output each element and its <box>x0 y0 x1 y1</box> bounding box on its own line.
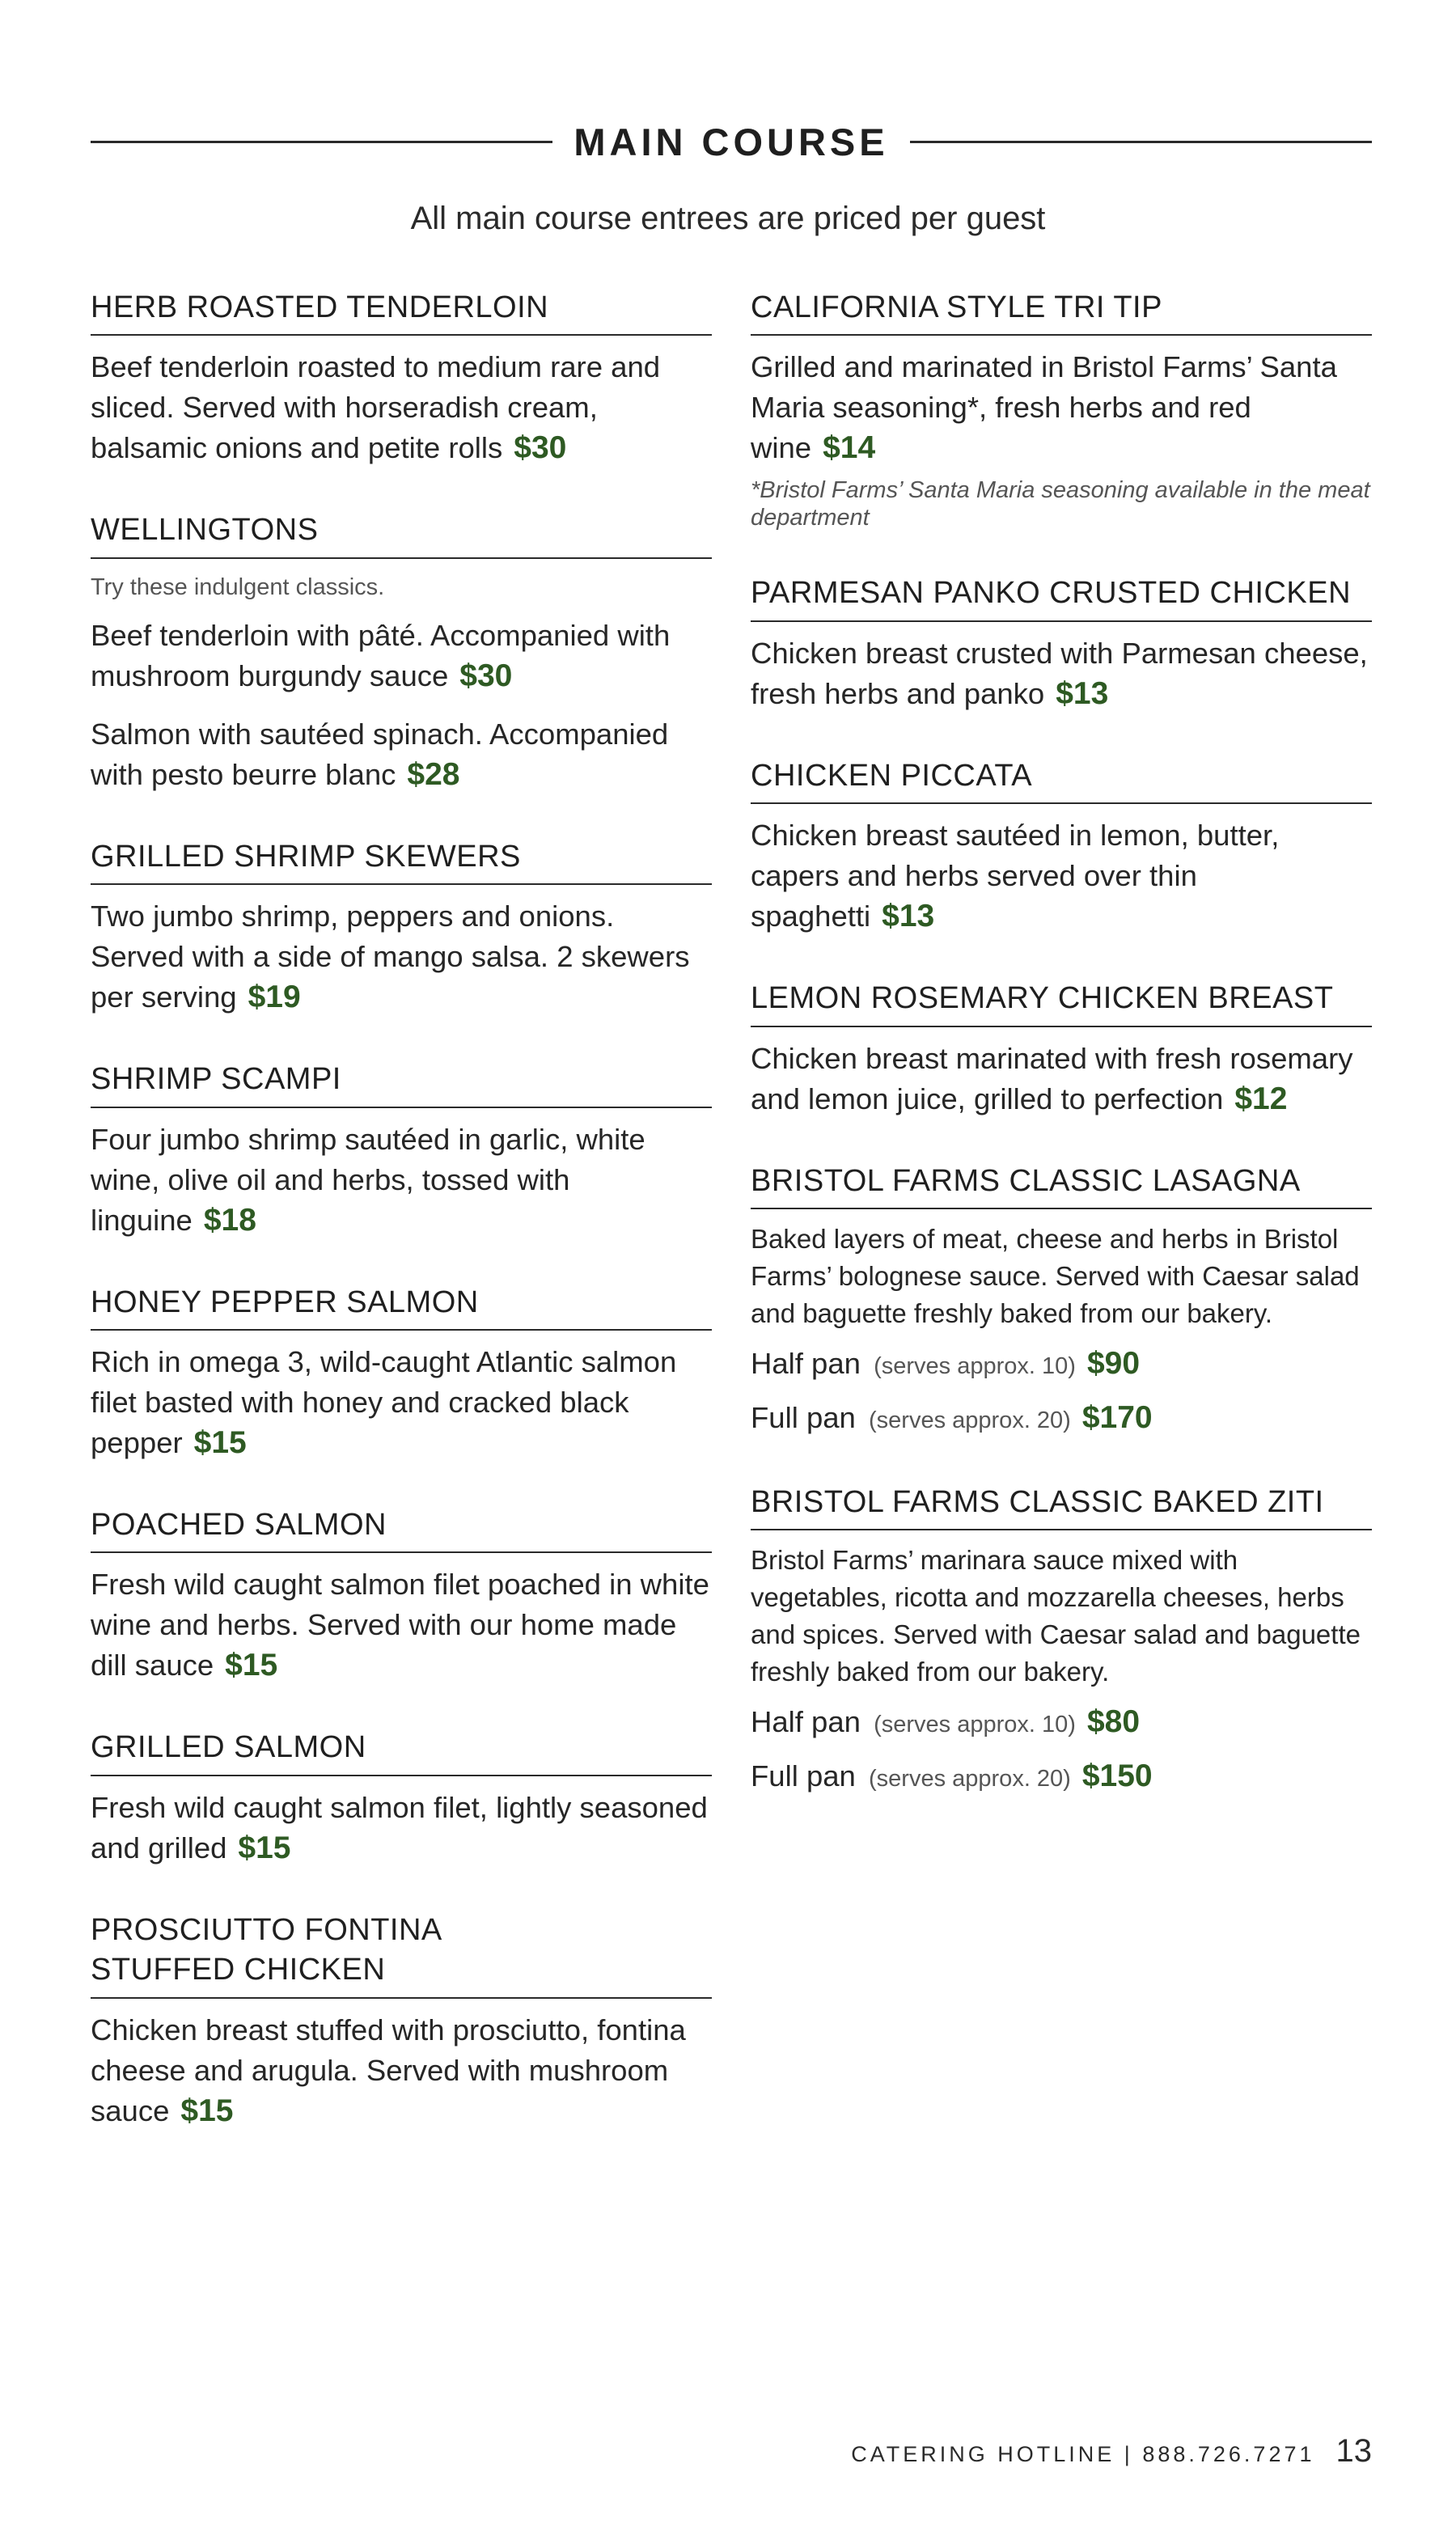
right-column <box>751 288 1372 1841</box>
menu-item-california-style-tri-tip <box>751 288 1372 531</box>
menu-item-grilled-salmon <box>91 1728 712 1868</box>
item-description: Beef tenderloin roasted to medium rare and sliced. Served with horseradish cream, balsamic onions and petite rolls $30 <box>91 350 661 466</box>
header-rule-right <box>910 141 1372 143</box>
item-description: Chicken breast crusted with Parmesan cheese, fresh herbs and panko $13 <box>751 636 1368 711</box>
left-column <box>91 288 712 2173</box>
item-price: $30 <box>514 430 567 466</box>
menu-item-prosciutto-fontina-stuffed-chicken <box>91 1911 712 2131</box>
item-description: Four jumbo shrimp sautéed in garlic, white wine, olive oil and herbs, tossed with linguine $18 <box>91 1122 645 1238</box>
menu-item-poached-salmon <box>91 1505 712 1686</box>
item-description: Chicken breast marinated with fresh rosemary and lemon juice, grilled to perfection $12 <box>751 1041 1353 1116</box>
item-description: Rich in omega 3, wild-caught Atlantic salmon filet basted with honey and cracked black pepper $15 <box>91 1344 677 1460</box>
menu-item-classic-baked-ziti <box>751 1483 1372 1799</box>
item-price: $19 <box>248 980 301 1015</box>
item-price: $80 <box>1086 1704 1141 1740</box>
item-footnote: *Bristol Farms’ Santa Maria seasoning available in the meat department <box>751 477 1370 531</box>
item-title: GRILLED SHRIMP SKEWERS <box>91 837 712 885</box>
page-footer <box>851 2433 1372 2470</box>
page-title: MAIN COURSE <box>574 120 889 163</box>
item-price: $150 <box>1081 1759 1153 1794</box>
item-title: HONEY PEPPER SALMON <box>91 1283 712 1331</box>
item-description: Baked layers of meat, cheese and herbs in Bristol Farms’ bolognese sauce. Served with Caesar salad and baguette freshly baked from our bakery. <box>751 1223 1360 1328</box>
item-price: $170 <box>1081 1399 1153 1435</box>
page-header <box>91 115 1372 168</box>
wellington-beef: Beef tenderloin with pâté. Accompanied with mushroom burgundy sauce $30 <box>91 618 671 693</box>
item-price: $30 <box>459 658 513 693</box>
item-price: $15 <box>180 2093 234 2128</box>
item-title: BRISTOL FARMS CLASSIC BAKED ZITI <box>751 1483 1372 1530</box>
menu-item-honey-pepper-salmon <box>91 1283 712 1463</box>
item-price: $28 <box>407 756 460 792</box>
menu-item-parmesan-panko-crusted-chicken <box>751 574 1372 713</box>
menu-item-lemon-rosemary-chicken-breast <box>751 979 1372 1119</box>
item-price: $15 <box>193 1424 247 1460</box>
header-rule-left <box>91 141 552 143</box>
item-price: $12 <box>1234 1081 1288 1116</box>
item-price: $13 <box>1056 675 1109 711</box>
item-title: BRISTOL FARMS CLASSIC LASAGNA <box>751 1162 1372 1209</box>
item-intro: Try these indulgent classics. <box>91 574 385 600</box>
half-pan-option: Half pan (serves approx. 10) $80 <box>751 1704 1141 1740</box>
item-title: HERB ROASTED TENDERLOIN <box>91 288 712 336</box>
page-number: 13 <box>1335 2433 1372 2469</box>
item-title: CHICKEN PICCATA <box>751 756 1372 804</box>
item-description: Two jumbo shrimp, peppers and onions. Served with a side of mango salsa. 2 skewers per serving $19 <box>91 899 690 1015</box>
item-description: Bristol Farms’ marinara sauce mixed with vegetables, ricotta and mozzarella cheeses, herbs and spices. Served with Caesar salad and baguette freshly baked from our bakery. <box>751 1545 1361 1687</box>
item-description: Fresh wild caught salmon filet, lightly seasoned and grilled $15 <box>91 1790 708 1865</box>
item-price: $13 <box>882 899 935 934</box>
item-title: GRILLED SALMON <box>91 1728 712 1776</box>
item-title: LEMON ROSEMARY CHICKEN BREAST <box>751 979 1372 1026</box>
item-title: WELLINGTONS <box>91 510 712 558</box>
item-title: POACHED SALMON <box>91 1505 712 1553</box>
item-price: $90 <box>1086 1345 1141 1381</box>
menu-item-classic-lasagna <box>751 1162 1372 1441</box>
menu-item-wellingtons <box>91 510 712 794</box>
item-description: Chicken breast stuffed with prosciutto, fontina cheese and arugula. Served with mushroom sauce $15 <box>91 2013 686 2128</box>
wellington-salmon: Salmon with sautéed spinach. Accompanied with pesto beurre blanc $28 <box>91 717 669 792</box>
item-description: Chicken breast sautéed in lemon, butter, capers and herbs served over thin spaghetti $13 <box>751 819 1280 934</box>
item-description: Fresh wild caught salmon filet poached in white wine and herbs. Served with our home made dill sauce $15 <box>91 1568 709 1683</box>
item-price: $14 <box>823 430 876 466</box>
item-price: $18 <box>203 1202 256 1238</box>
half-pan-option: Half pan (serves approx. 10) $90 <box>751 1345 1141 1381</box>
item-price: $15 <box>238 1830 291 1865</box>
menu-item-chicken-piccata <box>751 756 1372 937</box>
item-description: Grilled and marinated in Bristol Farms’ Santa Maria seasoning*, fresh herbs and red wine $14 <box>751 350 1337 466</box>
item-title: SHRIMP SCAMPI <box>91 1060 712 1107</box>
item-title: PROSCIUTTO FONTINA STUFFED CHICKEN <box>91 1911 712 1999</box>
menu-item-grilled-shrimp-skewers <box>91 837 712 1018</box>
full-pan-option: Full pan (serves approx. 20) $150 <box>751 1759 1153 1794</box>
menu-item-herb-roasted-tenderloin <box>91 288 712 468</box>
item-title: CALIFORNIA STYLE TRI TIP <box>751 288 1372 336</box>
menu-item-shrimp-scampi <box>91 1060 712 1240</box>
catering-hotline: CATERING HOTLINE | 888.726.7271 <box>851 2442 1315 2466</box>
full-pan-option: Full pan (serves approx. 20) $170 <box>751 1399 1153 1435</box>
page-subtitle: All main course entrees are priced per guest <box>410 201 1046 236</box>
item-price: $15 <box>225 1648 278 1683</box>
item-title: PARMESAN PANKO CRUSTED CHICKEN <box>751 574 1372 621</box>
